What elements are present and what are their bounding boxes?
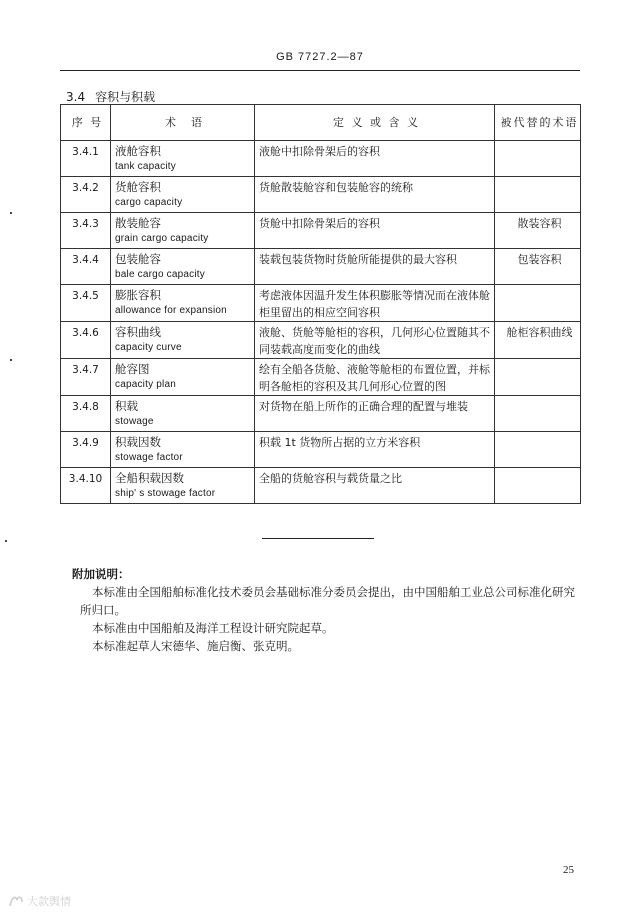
term-cell [111,141,255,177]
term-cell [111,468,255,504]
term-cell [111,285,255,322]
term-english: bale cargo capacity [115,269,205,280]
notes-line: 本标准由中国船舶及海洋工程设计研究院起草。 [92,621,334,635]
scan-speck [5,540,7,542]
term-definition: 绘有全船各货舱、液舱等舱柜的布置位置，并标明各舱柜的容积及其几何形心位置的图 [255,359,495,396]
page-number: 25 [563,864,574,876]
replaced-term: 包装容积 [495,249,581,285]
term-definition: 货舱中扣除骨架后的容积 [255,213,495,249]
standard-code: GB 7727.2—87 [276,51,364,63]
term-chinese: 货舱容积 [115,180,161,194]
term-english: cargo capacity [115,197,183,208]
table-row [61,285,581,322]
additional-notes [72,565,580,655]
col-header-replaced: 被代替的术语 [495,105,581,141]
term-english: stowage [115,416,154,427]
col-header-term: 术 语 [111,105,255,141]
term-definition: 货舱散装舱容和包装舱容的统称 [255,177,495,213]
table-body [61,141,581,504]
table-row [61,396,581,432]
section-number: 3.4 [66,90,86,104]
term-definition: 积载 1t 货物所占据的立方米容积 [255,432,495,468]
section-heading: 容积与积载 [95,90,156,104]
watermark-text: 大款舆情 [27,895,71,908]
replaced-term [495,141,581,177]
term-definition: 液舱、货舱等舱柜的容积，几何形心位置随其不同装载高度而变化的曲线 [255,322,495,359]
term-definition: 装载包装货物时货舱所能提供的最大容积 [255,249,495,285]
term-english: capacity plan [115,379,176,390]
table-header-row [61,105,581,141]
section-title [66,88,155,105]
term-chinese: 舱容图 [115,362,150,376]
term-chinese: 全船积载因数 [115,471,184,485]
term-number: 3.4.6 [61,322,111,359]
term-english: ship' s stowage factor [115,488,216,499]
term-cell [111,359,255,396]
terms-table [60,104,581,504]
replaced-term [495,396,581,432]
term-number: 3.4.7 [61,359,111,396]
notes-line: 本标准起草人宋德华、施启衡、张克明。 [92,639,299,653]
term-number: 3.4.3 [61,213,111,249]
table-row [61,177,581,213]
term-definition: 考虑液体因温升发生体积膨胀等情况而在液体舱柜里留出的相应空间容积 [255,285,495,322]
term-definition: 全船的货舱容积与载货量之比 [255,468,495,504]
table-row [61,213,581,249]
term-number: 3.4.5 [61,285,111,322]
replaced-term [495,285,581,322]
term-cell [111,249,255,285]
term-number: 3.4.8 [61,396,111,432]
col-header-number: 序 号 [61,105,111,141]
header-rule [60,70,580,71]
term-english: stowage factor [115,452,183,463]
table-row [61,468,581,504]
table-row [61,249,581,285]
term-definition: 液舱中扣除骨架后的容积 [255,141,495,177]
table-row [61,359,581,396]
end-rule [262,538,374,539]
replaced-term: 散装容积 [495,213,581,249]
replaced-term: 舱柜容积曲线 [495,322,581,359]
term-chinese: 液舱容积 [115,144,161,158]
notes-line: 本标准由全国船舶标准化技术委员会基础标准分委员会提出，由中国船舶工业总公司标准化研究所归口。 [80,585,575,617]
watermark-logo-icon [8,894,24,908]
term-cell [111,322,255,359]
term-number: 3.4.1 [61,141,111,177]
term-cell [111,396,255,432]
term-number: 3.4.9 [61,432,111,468]
term-chinese: 积载 [115,399,138,413]
term-cell [111,177,255,213]
term-english: capacity curve [115,342,182,353]
term-definition: 对货物在船上所作的正确合理的配置与堆装 [255,396,495,432]
term-number: 3.4.4 [61,249,111,285]
watermark [8,893,71,909]
table-row [61,141,581,177]
scan-speck [10,359,12,361]
replaced-term [495,177,581,213]
replaced-term [495,468,581,504]
term-number: 3.4.2 [61,177,111,213]
term-english: grain cargo capacity [115,233,209,244]
scan-speck [10,212,12,214]
replaced-term [495,432,581,468]
term-cell [111,213,255,249]
term-chinese: 膨胀容积 [115,288,161,302]
term-chinese: 散装舱容 [115,216,161,230]
table-row [61,432,581,468]
table-row [61,322,581,359]
term-chinese: 积载因数 [115,435,161,449]
term-cell [111,432,255,468]
term-english: tank capacity [115,161,176,172]
term-chinese: 容积曲线 [115,325,161,339]
col-header-definition: 定 义 或 含 义 [255,105,495,141]
term-number: 3.4.10 [61,468,111,504]
notes-heading: 附加说明： [72,567,130,581]
replaced-term [495,359,581,396]
term-chinese: 包装舱容 [115,252,161,266]
term-english: allowance for expansion [115,305,227,316]
